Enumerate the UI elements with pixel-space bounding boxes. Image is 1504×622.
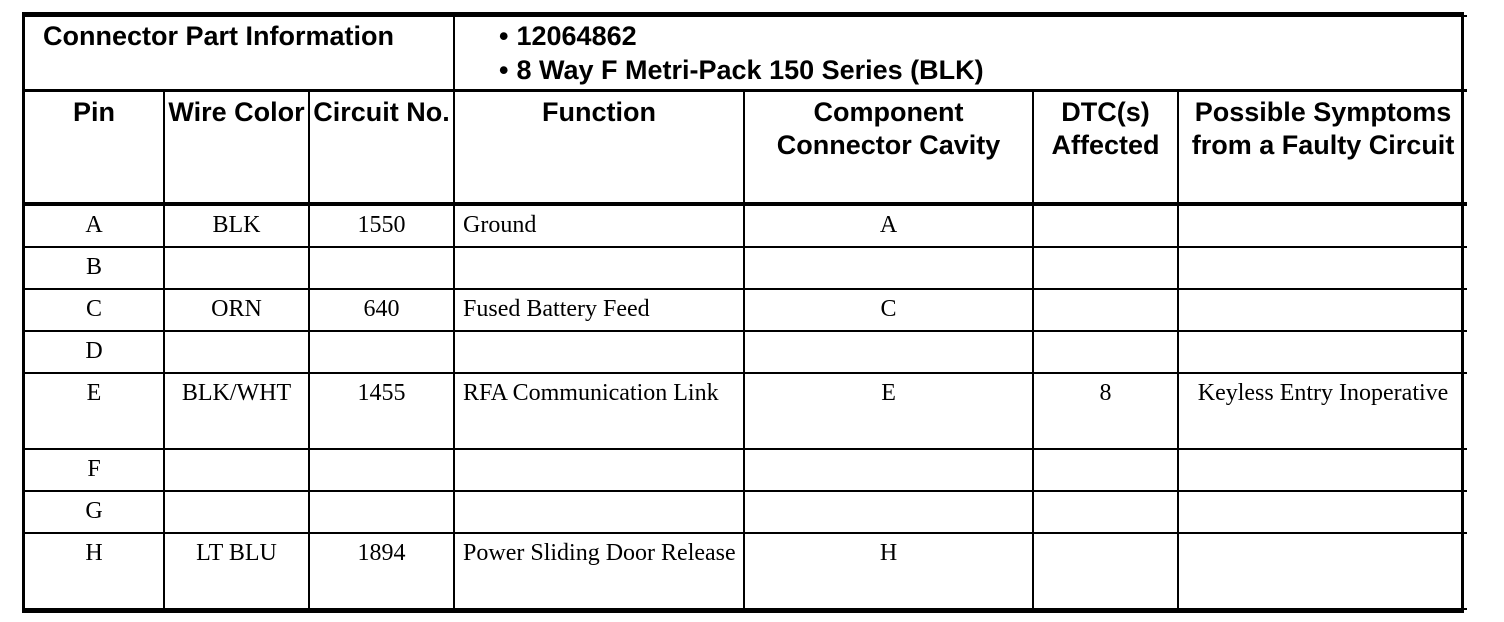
cavity-cell	[744, 449, 1033, 491]
pin-cell: A	[25, 204, 164, 247]
cavity-cell	[744, 331, 1033, 373]
connector-info-label: Connector Part Information	[25, 16, 454, 91]
circuit-cell: 640	[309, 289, 454, 331]
header-wire-color: Wire Color	[164, 91, 309, 205]
dtc-cell	[1033, 491, 1178, 533]
symptoms-cell	[1178, 331, 1467, 373]
function-cell	[454, 247, 744, 289]
table-row	[25, 373, 1467, 449]
circuit-cell	[309, 449, 454, 491]
dtc-cell	[1033, 289, 1178, 331]
circuit-cell: 1894	[309, 533, 454, 609]
header-symptoms: Possible Symptoms from a Faulty Circuit	[1178, 91, 1467, 205]
table-row	[25, 331, 1467, 373]
symptoms-cell	[1178, 247, 1467, 289]
cavity-cell: H	[744, 533, 1033, 609]
wire-color-cell	[164, 449, 309, 491]
wire-color-cell: BLK	[164, 204, 309, 247]
cavity-cell	[744, 491, 1033, 533]
connector-type: • 8 Way F Metri-Pack 150 Series (BLK)	[499, 55, 984, 85]
cavity-cell: C	[744, 289, 1033, 331]
cavity-cell: A	[744, 204, 1033, 247]
pin-cell: G	[25, 491, 164, 533]
function-cell: Fused Battery Feed	[454, 289, 744, 331]
function-cell: Ground	[454, 204, 744, 247]
function-cell: Power Sliding Door Release	[454, 533, 744, 609]
connector-table	[22, 12, 1464, 613]
symptoms-cell	[1178, 449, 1467, 491]
wire-color-cell	[164, 331, 309, 373]
circuit-cell	[309, 331, 454, 373]
symptoms-cell	[1178, 491, 1467, 533]
wire-color-cell: LT BLU	[164, 533, 309, 609]
connector-info-row	[25, 16, 1467, 91]
dtc-cell	[1033, 204, 1178, 247]
symptoms-cell	[1178, 204, 1467, 247]
cavity-cell: E	[744, 373, 1033, 449]
pin-cell: D	[25, 331, 164, 373]
dtc-cell	[1033, 533, 1178, 609]
function-cell	[454, 491, 744, 533]
header-pin: Pin	[25, 91, 164, 205]
circuit-cell: 1550	[309, 204, 454, 247]
pin-cell: F	[25, 449, 164, 491]
part-number: • 12064862	[499, 21, 637, 51]
part-number-text: 12064862	[516, 21, 637, 51]
header-component-cavity: Component Connector Cavity	[744, 91, 1033, 205]
circuit-cell	[309, 491, 454, 533]
function-cell: RFA Communication Link	[454, 373, 744, 449]
dtc-cell	[1033, 331, 1178, 373]
pin-cell: E	[25, 373, 164, 449]
symptoms-cell	[1178, 289, 1467, 331]
table-row	[25, 533, 1467, 609]
wire-color-cell: BLK/WHT	[164, 373, 309, 449]
table-row	[25, 289, 1467, 331]
table-row	[25, 247, 1467, 289]
header-circuit-no: Circuit No.	[309, 91, 454, 205]
dtc-cell	[1033, 247, 1178, 289]
wire-color-cell: ORN	[164, 289, 309, 331]
table-row	[25, 491, 1467, 533]
symptoms-cell: Keyless Entry Inoperative	[1178, 373, 1467, 449]
header-dtc: DTC(s) Affected	[1033, 91, 1178, 205]
function-cell	[454, 449, 744, 491]
connector-type-text: 8 Way F Metri-Pack 150 Series (BLK)	[516, 55, 984, 85]
symptoms-cell	[1178, 533, 1467, 609]
pin-cell: H	[25, 533, 164, 609]
function-cell	[454, 331, 744, 373]
dtc-cell: 8	[1033, 373, 1178, 449]
connector-info-values	[454, 16, 1467, 91]
wire-color-cell	[164, 247, 309, 289]
circuit-cell: 1455	[309, 373, 454, 449]
table-row	[25, 204, 1467, 247]
column-header-row	[25, 91, 1467, 205]
circuit-cell	[309, 247, 454, 289]
cavity-cell	[744, 247, 1033, 289]
header-function: Function	[454, 91, 744, 205]
wire-color-cell	[164, 491, 309, 533]
pinout-table	[25, 15, 1467, 610]
table-row	[25, 449, 1467, 491]
pin-cell: B	[25, 247, 164, 289]
dtc-cell	[1033, 449, 1178, 491]
pin-cell: C	[25, 289, 164, 331]
